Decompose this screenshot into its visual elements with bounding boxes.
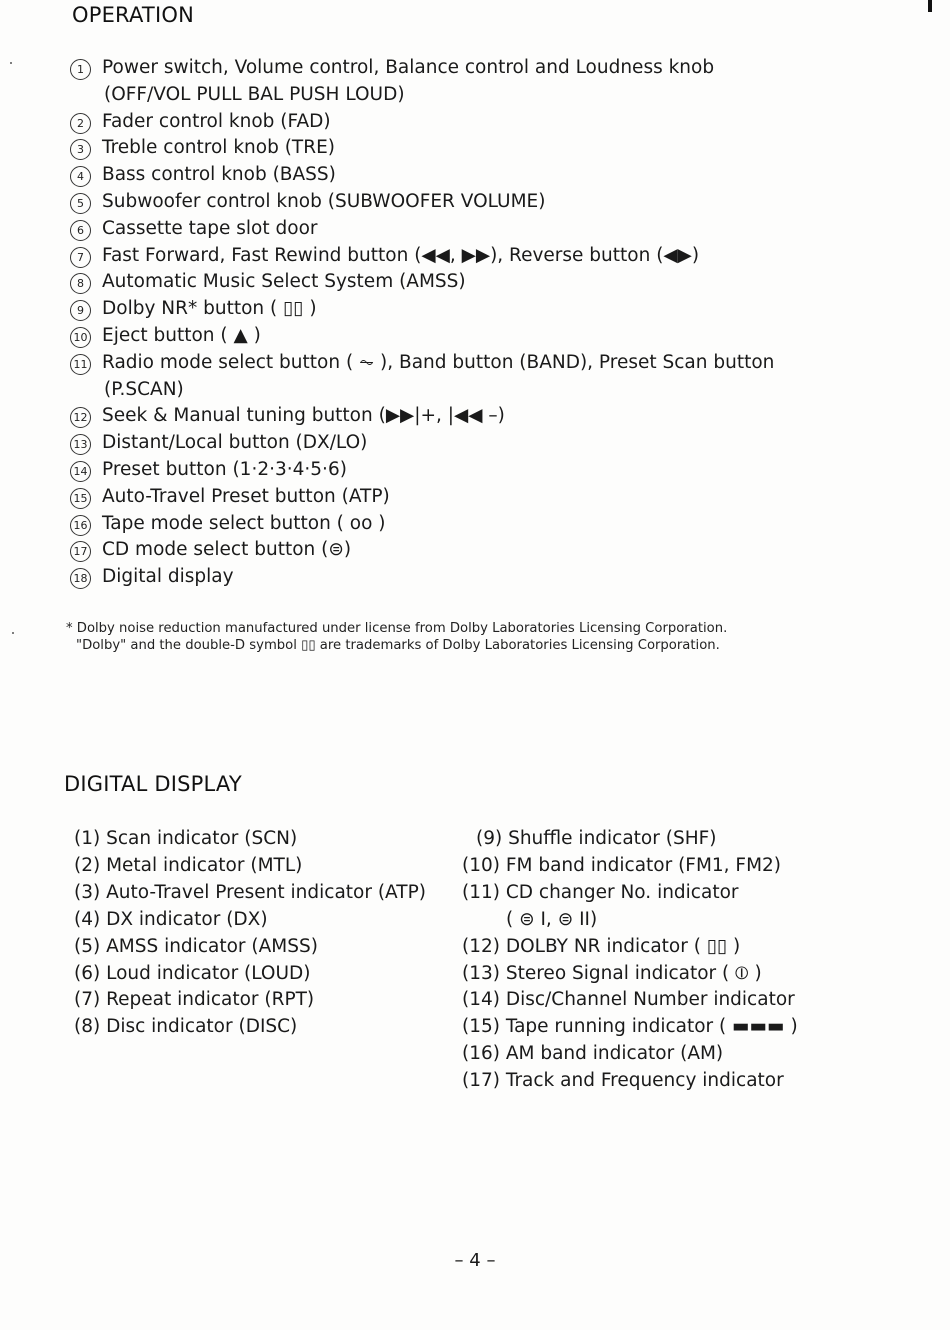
item-number-badge: 18 [70,568,91,589]
display-indicator-item: (8) Disc indicator (DISC) [74,1016,298,1038]
display-indicator-item: (14) Disc/Channel Number indicator [462,989,795,1011]
operation-item-text: Tape mode select button ( oo ) [102,512,386,534]
operation-item [70,216,830,243]
operation-item-text: Subwoofer control knob (SUBWOOFER VOLUME) [102,190,546,212]
operation-item-text: Eject button ( ▲ ) [102,324,261,346]
display-indicator-item: (9) Shuffle indicator (SHF) [476,828,717,849]
item-number-badge: 7 [70,247,91,268]
item-number-badge: 6 [70,220,91,241]
operation-item [70,296,830,323]
item-number-badge: 14 [70,461,91,482]
item-number-badge: 16 [70,515,91,536]
item-number-badge: 15 [70,488,91,509]
display-indicator-continuation: ( ⊜ I, ⊜ II) [506,908,598,930]
display-indicator-item: (10) FM band indicator (FM1, FM2) [462,854,782,876]
operation-item [70,537,830,564]
operation-item-text: Auto-Travel Preset button (ATP) [102,485,390,507]
scan-speck [10,62,12,64]
display-indicator-item: (6) Loud indicator (LOUD) [74,962,311,984]
operation-item [70,564,830,591]
operation-item-text: Radio mode select button ( ⏦ ), Band button (BAND), Preset Scan button [102,351,775,373]
operation-item-text: Fast Forward, Fast Rewind button (◀◀, ▶▶), Reverse button (◀▶) [102,244,700,266]
operation-item-text: Fader control knob (FAD) [102,110,331,132]
operation-item-text: Cassette tape slot door [102,217,318,239]
display-indicator-item: (7) Repeat indicator (RPT) [74,989,315,1011]
scan-speck [12,632,14,634]
item-number-badge: 4 [70,166,91,187]
item-number-badge: 2 [70,113,91,134]
operation-item [70,135,830,162]
display-indicator-item: (1) Scan indicator (SCN) [74,828,298,849]
display-indicator-item: (3) Auto-Travel Present indicator (ATP) [74,881,426,903]
item-number-badge: 1 [70,59,91,80]
display-indicator-item: (16) AM band indicator (AM) [462,1043,724,1065]
item-number-badge: 12 [70,407,91,428]
dolby-footnote [66,620,846,654]
item-number-badge: 9 [70,300,91,321]
operation-item-text: Treble control knob (TRE) [102,137,335,159]
item-number-badge: 13 [70,434,91,455]
operation-item [70,109,830,136]
operation-list [70,55,830,591]
operation-item [70,162,830,189]
page-number: – 4 – [454,1250,496,1271]
display-indicator-item: (13) Stereo Signal indicator ( ⦶ ) [462,962,762,984]
item-number-badge: 11 [70,354,91,375]
operation-item-text: Automatic Music Select System (AMSS) [102,271,466,293]
operation-item-text: Dolby NR* button ( ▯▯ ) [102,298,317,320]
item-number-badge: 17 [70,541,91,562]
operation-item-text: Power switch, Volume control, Balance control and Loudness knob [102,57,715,78]
operation-item [70,430,830,457]
operation-item-text: Distant/Local button (DX/LO) [102,432,368,454]
item-number-badge: 3 [70,139,91,160]
operation-item [70,323,830,350]
footnote-line: "Dolby" and the double-D symbol ▯▯ are trademarks of Dolby Laboratories Licensing Corporation. [76,638,720,653]
operation-item [70,55,830,109]
display-indicator-item: (15) Tape running indicator ( ▬▬▬ ) [462,1016,798,1038]
operation-item-text: CD mode select button (⊜) [102,539,352,561]
footnote-line: * Dolby noise reduction manufactured under license from Dolby Laboratories Licensing Corporation. [66,621,728,636]
display-indicator-item: (12) DOLBY NR indicator ( ▯▯ ) [462,935,741,957]
display-indicator-item: (11) CD changer No. indicator [462,881,739,903]
operation-item-continuation: (P.SCAN) [104,378,184,400]
operation-item [70,269,830,296]
display-indicator-item: (5) AMSS indicator (AMSS) [74,935,318,957]
operation-item-continuation: (OFF/VOL PULL BAL PUSH LOUD) [104,83,405,105]
scan-mark [928,0,932,12]
item-number-badge: 8 [70,273,91,294]
operation-item-text: Seek & Manual tuning button (▶▶|+, |◀◀ –) [102,405,505,427]
operation-item-text: Bass control knob (BASS) [102,164,336,186]
operation-item [70,189,830,216]
operation-item [70,511,830,538]
operation-item [70,403,830,430]
digital-display-right-column [462,826,822,1095]
display-indicator-item: (2) Metal indicator (MTL) [74,854,303,876]
operation-item [70,243,830,270]
item-number-badge: 10 [70,327,91,348]
operation-item [70,484,830,511]
display-indicator-item: (17) Track and Frequency indicator [462,1070,784,1092]
operation-title: OPERATION [72,3,194,27]
operation-item-text: Preset button (1·2·3·4·5·6) [102,458,347,480]
digital-display-left-column [74,826,444,1041]
digital-display-title: DIGITAL DISPLAY [64,772,242,796]
item-number-badge: 5 [70,193,91,214]
operation-item-text: Digital display [102,566,234,588]
display-indicator-item: (4) DX indicator (DX) [74,908,268,930]
operation-item [70,457,830,484]
operation-item [70,350,830,404]
